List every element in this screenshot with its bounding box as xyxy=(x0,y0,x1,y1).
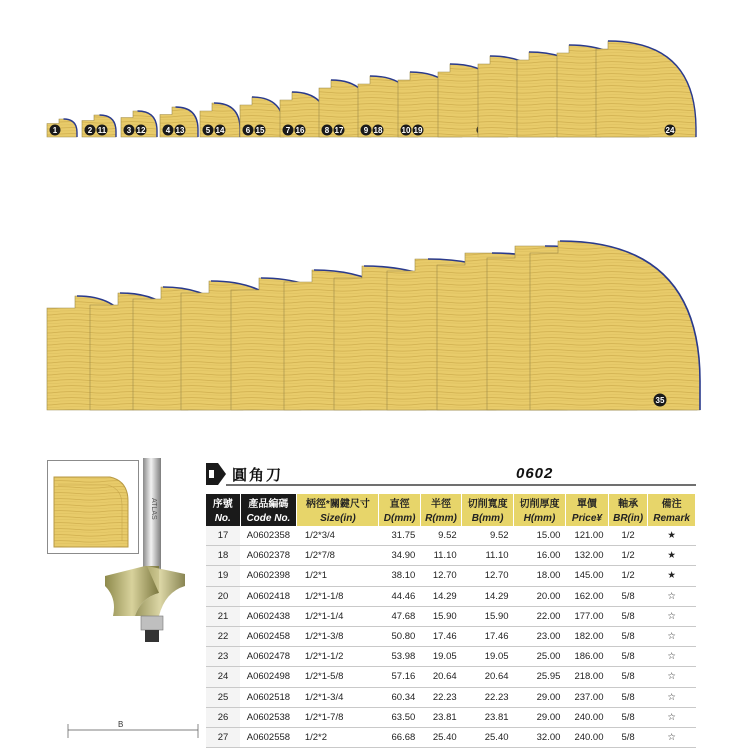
router-bit-image xyxy=(95,458,185,673)
dimension-diagram xyxy=(58,716,208,741)
table-cell: 19.05 xyxy=(462,647,514,667)
table-cell: 21 xyxy=(206,606,240,626)
col-header-en: Code No. xyxy=(240,510,297,526)
table-cell: 16.00 xyxy=(514,546,566,566)
col-header-en: H(mm) xyxy=(514,510,566,526)
table-cell: 121.00 xyxy=(565,526,608,546)
table-cell: 177.00 xyxy=(565,606,608,626)
table-cell: 17 xyxy=(206,526,240,546)
profile-shape xyxy=(596,41,696,137)
section-header xyxy=(206,460,696,488)
table-cell: 5/8 xyxy=(609,626,648,646)
table-cell: ★ xyxy=(648,566,696,586)
table-cell: 57.16 xyxy=(379,667,420,687)
table-cell: ☆ xyxy=(648,647,696,667)
table-cell: A0602358 xyxy=(240,526,297,546)
table-cell: 12.70 xyxy=(420,566,461,586)
col-header-en: B(mm) xyxy=(462,510,514,526)
table-cell: 17.46 xyxy=(420,626,461,646)
profile-badge-number: 19 xyxy=(413,126,423,135)
col-header-cn: 切削厚度 xyxy=(514,494,566,510)
table-cell: A0602438 xyxy=(240,606,297,626)
col-header-cn: 切削寬度 xyxy=(462,494,514,510)
table-cell: 63.50 xyxy=(379,707,420,727)
table-cell: 29.00 xyxy=(514,687,566,707)
table-cell: A0602538 xyxy=(240,707,297,727)
table-cell: 29.00 xyxy=(514,707,566,727)
table-cell: A0602458 xyxy=(240,626,297,646)
header-row-en xyxy=(206,510,696,526)
profile-badge-number: 5 xyxy=(205,126,211,135)
col-header-en: Price¥ xyxy=(565,510,608,526)
table-cell: 14.29 xyxy=(420,586,461,606)
dim-label: B xyxy=(118,720,124,729)
col-header-en: Size(in) xyxy=(297,510,379,526)
profile-badge-number: 24 xyxy=(665,126,675,135)
table-cell: 20 xyxy=(206,586,240,606)
table-cell: 5/8 xyxy=(609,647,648,667)
profile-badge-number: 13 xyxy=(175,126,185,135)
table-cell: 15.90 xyxy=(462,606,514,626)
table-cell: 23 xyxy=(206,647,240,667)
table-cell: 1/2 xyxy=(609,566,648,586)
table-cell: 50.80 xyxy=(379,626,420,646)
table-cell: 23.00 xyxy=(514,626,566,646)
table-row xyxy=(206,546,696,566)
spec-table-body xyxy=(206,526,696,748)
bit-brand-label: ATLAS xyxy=(150,498,157,520)
table-cell: 25 xyxy=(206,687,240,707)
table-cell: 15.00 xyxy=(514,526,566,546)
table-row xyxy=(206,626,696,646)
section-title: 圓角刀 xyxy=(232,467,284,484)
table-cell: 1/2*1 xyxy=(297,566,379,586)
table-cell: 5/8 xyxy=(609,727,648,747)
table-cell: 20.64 xyxy=(462,667,514,687)
table-cell: 11.10 xyxy=(420,546,461,566)
col-header-en: No. xyxy=(206,510,240,526)
table-cell: ☆ xyxy=(648,687,696,707)
table-cell: 9.52 xyxy=(462,526,514,546)
profile-badge-number: 2 xyxy=(87,126,93,135)
table-row xyxy=(206,727,696,747)
table-cell: 162.00 xyxy=(565,586,608,606)
col-header-cn: 直徑 xyxy=(379,494,420,510)
table-cell: 5/8 xyxy=(609,667,648,687)
table-cell: A0602478 xyxy=(240,647,297,667)
table-cell: 22.00 xyxy=(514,606,566,626)
table-cell: 186.00 xyxy=(565,647,608,667)
profile-shape xyxy=(530,241,700,410)
profile-row-small xyxy=(47,41,696,137)
table-cell: 12.70 xyxy=(462,566,514,586)
table-cell: 19.05 xyxy=(420,647,461,667)
table-row xyxy=(206,707,696,727)
profile-badge-number: 3 xyxy=(126,126,132,135)
col-header-cn: 產品編碼 xyxy=(240,494,297,510)
table-cell: 5/8 xyxy=(609,707,648,727)
profile-badge-number: 6 xyxy=(245,126,251,135)
table-cell: 1/2*1-1/4 xyxy=(297,606,379,626)
table-row xyxy=(206,647,696,667)
table-cell: A0602378 xyxy=(240,546,297,566)
col-header-cn: 序號 xyxy=(206,494,240,510)
profile-badge-number: 15 xyxy=(255,126,265,135)
col-header-en: R(mm) xyxy=(420,510,461,526)
table-cell: ☆ xyxy=(648,707,696,727)
table-cell: 27 xyxy=(206,727,240,747)
table-row xyxy=(206,586,696,606)
table-cell: 240.00 xyxy=(565,727,608,747)
profile-badge-number: 16 xyxy=(295,126,305,135)
table-cell: 14.29 xyxy=(462,586,514,606)
table-cell: 23.81 xyxy=(420,707,461,727)
table-cell: ★ xyxy=(648,526,696,546)
table-cell: 1/2*1-3/8 xyxy=(297,626,379,646)
table-cell: ★ xyxy=(648,546,696,566)
table-cell: 22 xyxy=(206,626,240,646)
profile-badge-number: 18 xyxy=(373,126,383,135)
table-cell: 1/2 xyxy=(609,526,648,546)
profile-row-large xyxy=(47,241,700,410)
table-row xyxy=(206,526,696,546)
table-cell: 132.00 xyxy=(565,546,608,566)
table-cell: A0602518 xyxy=(240,687,297,707)
table-cell: 19 xyxy=(206,566,240,586)
col-header-en: BR(in) xyxy=(609,510,648,526)
table-cell: 237.00 xyxy=(565,687,608,707)
profile-badge-number: 9 xyxy=(363,126,369,135)
table-cell: 240.00 xyxy=(565,707,608,727)
table-cell: 32.00 xyxy=(514,727,566,747)
profile-badge-number: 17 xyxy=(334,126,344,135)
table-cell: 23.81 xyxy=(462,707,514,727)
table-cell: 5/8 xyxy=(609,586,648,606)
header-row-cn xyxy=(206,494,696,510)
profile-badge-number: 14 xyxy=(215,126,225,135)
profile-badge-number: 1 xyxy=(52,126,58,135)
table-cell: 1/2*2 xyxy=(297,727,379,747)
table-cell: 1/2*1-1/2 xyxy=(297,647,379,667)
table-cell: 1/2*1-7/8 xyxy=(297,707,379,727)
table-cell: 25.40 xyxy=(462,727,514,747)
table-cell: 9.52 xyxy=(420,526,461,546)
table-cell: 38.10 xyxy=(379,566,420,586)
table-cell: 1/2*3/4 xyxy=(297,526,379,546)
table-cell: 15.90 xyxy=(420,606,461,626)
table-cell: 60.34 xyxy=(379,687,420,707)
table-cell: 22.23 xyxy=(420,687,461,707)
profile-badge-number: 12 xyxy=(136,126,146,135)
table-cell: 66.68 xyxy=(379,727,420,747)
table-cell: A0602398 xyxy=(240,566,297,586)
profile-badge-number: 10 xyxy=(401,126,411,135)
table-cell: A0602498 xyxy=(240,667,297,687)
table-cell: 218.00 xyxy=(565,667,608,687)
table-cell: 53.98 xyxy=(379,647,420,667)
col-header-cn: 備注 xyxy=(648,494,696,510)
spec-table xyxy=(206,494,696,748)
table-cell: 47.68 xyxy=(379,606,420,626)
table-cell: 20.00 xyxy=(514,586,566,606)
table-cell: 25.00 xyxy=(514,647,566,667)
table-cell: 1/2*1-5/8 xyxy=(297,667,379,687)
table-cell: 20.64 xyxy=(420,667,461,687)
table-cell: 34.90 xyxy=(379,546,420,566)
col-header-cn: 半徑 xyxy=(420,494,461,510)
profile-badge-number: 8 xyxy=(324,126,330,135)
profile-badge-number: 4 xyxy=(165,126,171,135)
profile-badge-number: 11 xyxy=(97,126,107,135)
table-row xyxy=(206,566,696,586)
table-cell: 1/2*7/8 xyxy=(297,546,379,566)
table-cell: ☆ xyxy=(648,667,696,687)
table-cell: ☆ xyxy=(648,586,696,606)
table-cell: 5/8 xyxy=(609,606,648,626)
profile-badge-number: 7 xyxy=(285,126,291,135)
table-cell: 26 xyxy=(206,707,240,727)
col-header-cn: 單價 xyxy=(565,494,608,510)
table-cell: 11.10 xyxy=(462,546,514,566)
table-cell: 44.46 xyxy=(379,586,420,606)
table-row xyxy=(206,667,696,687)
table-cell: 182.00 xyxy=(565,626,608,646)
section-code: 0602 xyxy=(516,465,554,482)
table-cell: 5/8 xyxy=(609,687,648,707)
table-cell: 31.75 xyxy=(379,526,420,546)
col-header-cn: 軸承 xyxy=(609,494,648,510)
table-cell: 24 xyxy=(206,667,240,687)
col-header-en: D(mm) xyxy=(379,510,420,526)
table-cell: 145.00 xyxy=(565,566,608,586)
table-cell: 1/2*1-3/4 xyxy=(297,687,379,707)
table-row xyxy=(206,606,696,626)
table-cell: 18 xyxy=(206,546,240,566)
profile-badge-number: 35 xyxy=(655,396,665,405)
table-cell: 1/2 xyxy=(609,546,648,566)
table-cell: 1/2*1-1/8 xyxy=(297,586,379,606)
table-cell: A0602558 xyxy=(240,727,297,747)
table-cell: 25.95 xyxy=(514,667,566,687)
col-header-cn: 柄徑*關鍵尺寸 xyxy=(297,494,379,510)
table-cell: 25.40 xyxy=(420,727,461,747)
col-header-en: Remark xyxy=(648,510,696,526)
table-cell: 17.46 xyxy=(462,626,514,646)
table-cell: ☆ xyxy=(648,727,696,747)
table-cell: ☆ xyxy=(648,606,696,626)
table-cell: ☆ xyxy=(648,626,696,646)
table-cell: 18.00 xyxy=(514,566,566,586)
table-cell: A0602418 xyxy=(240,586,297,606)
table-row xyxy=(206,687,696,707)
table-cell: 22.23 xyxy=(462,687,514,707)
